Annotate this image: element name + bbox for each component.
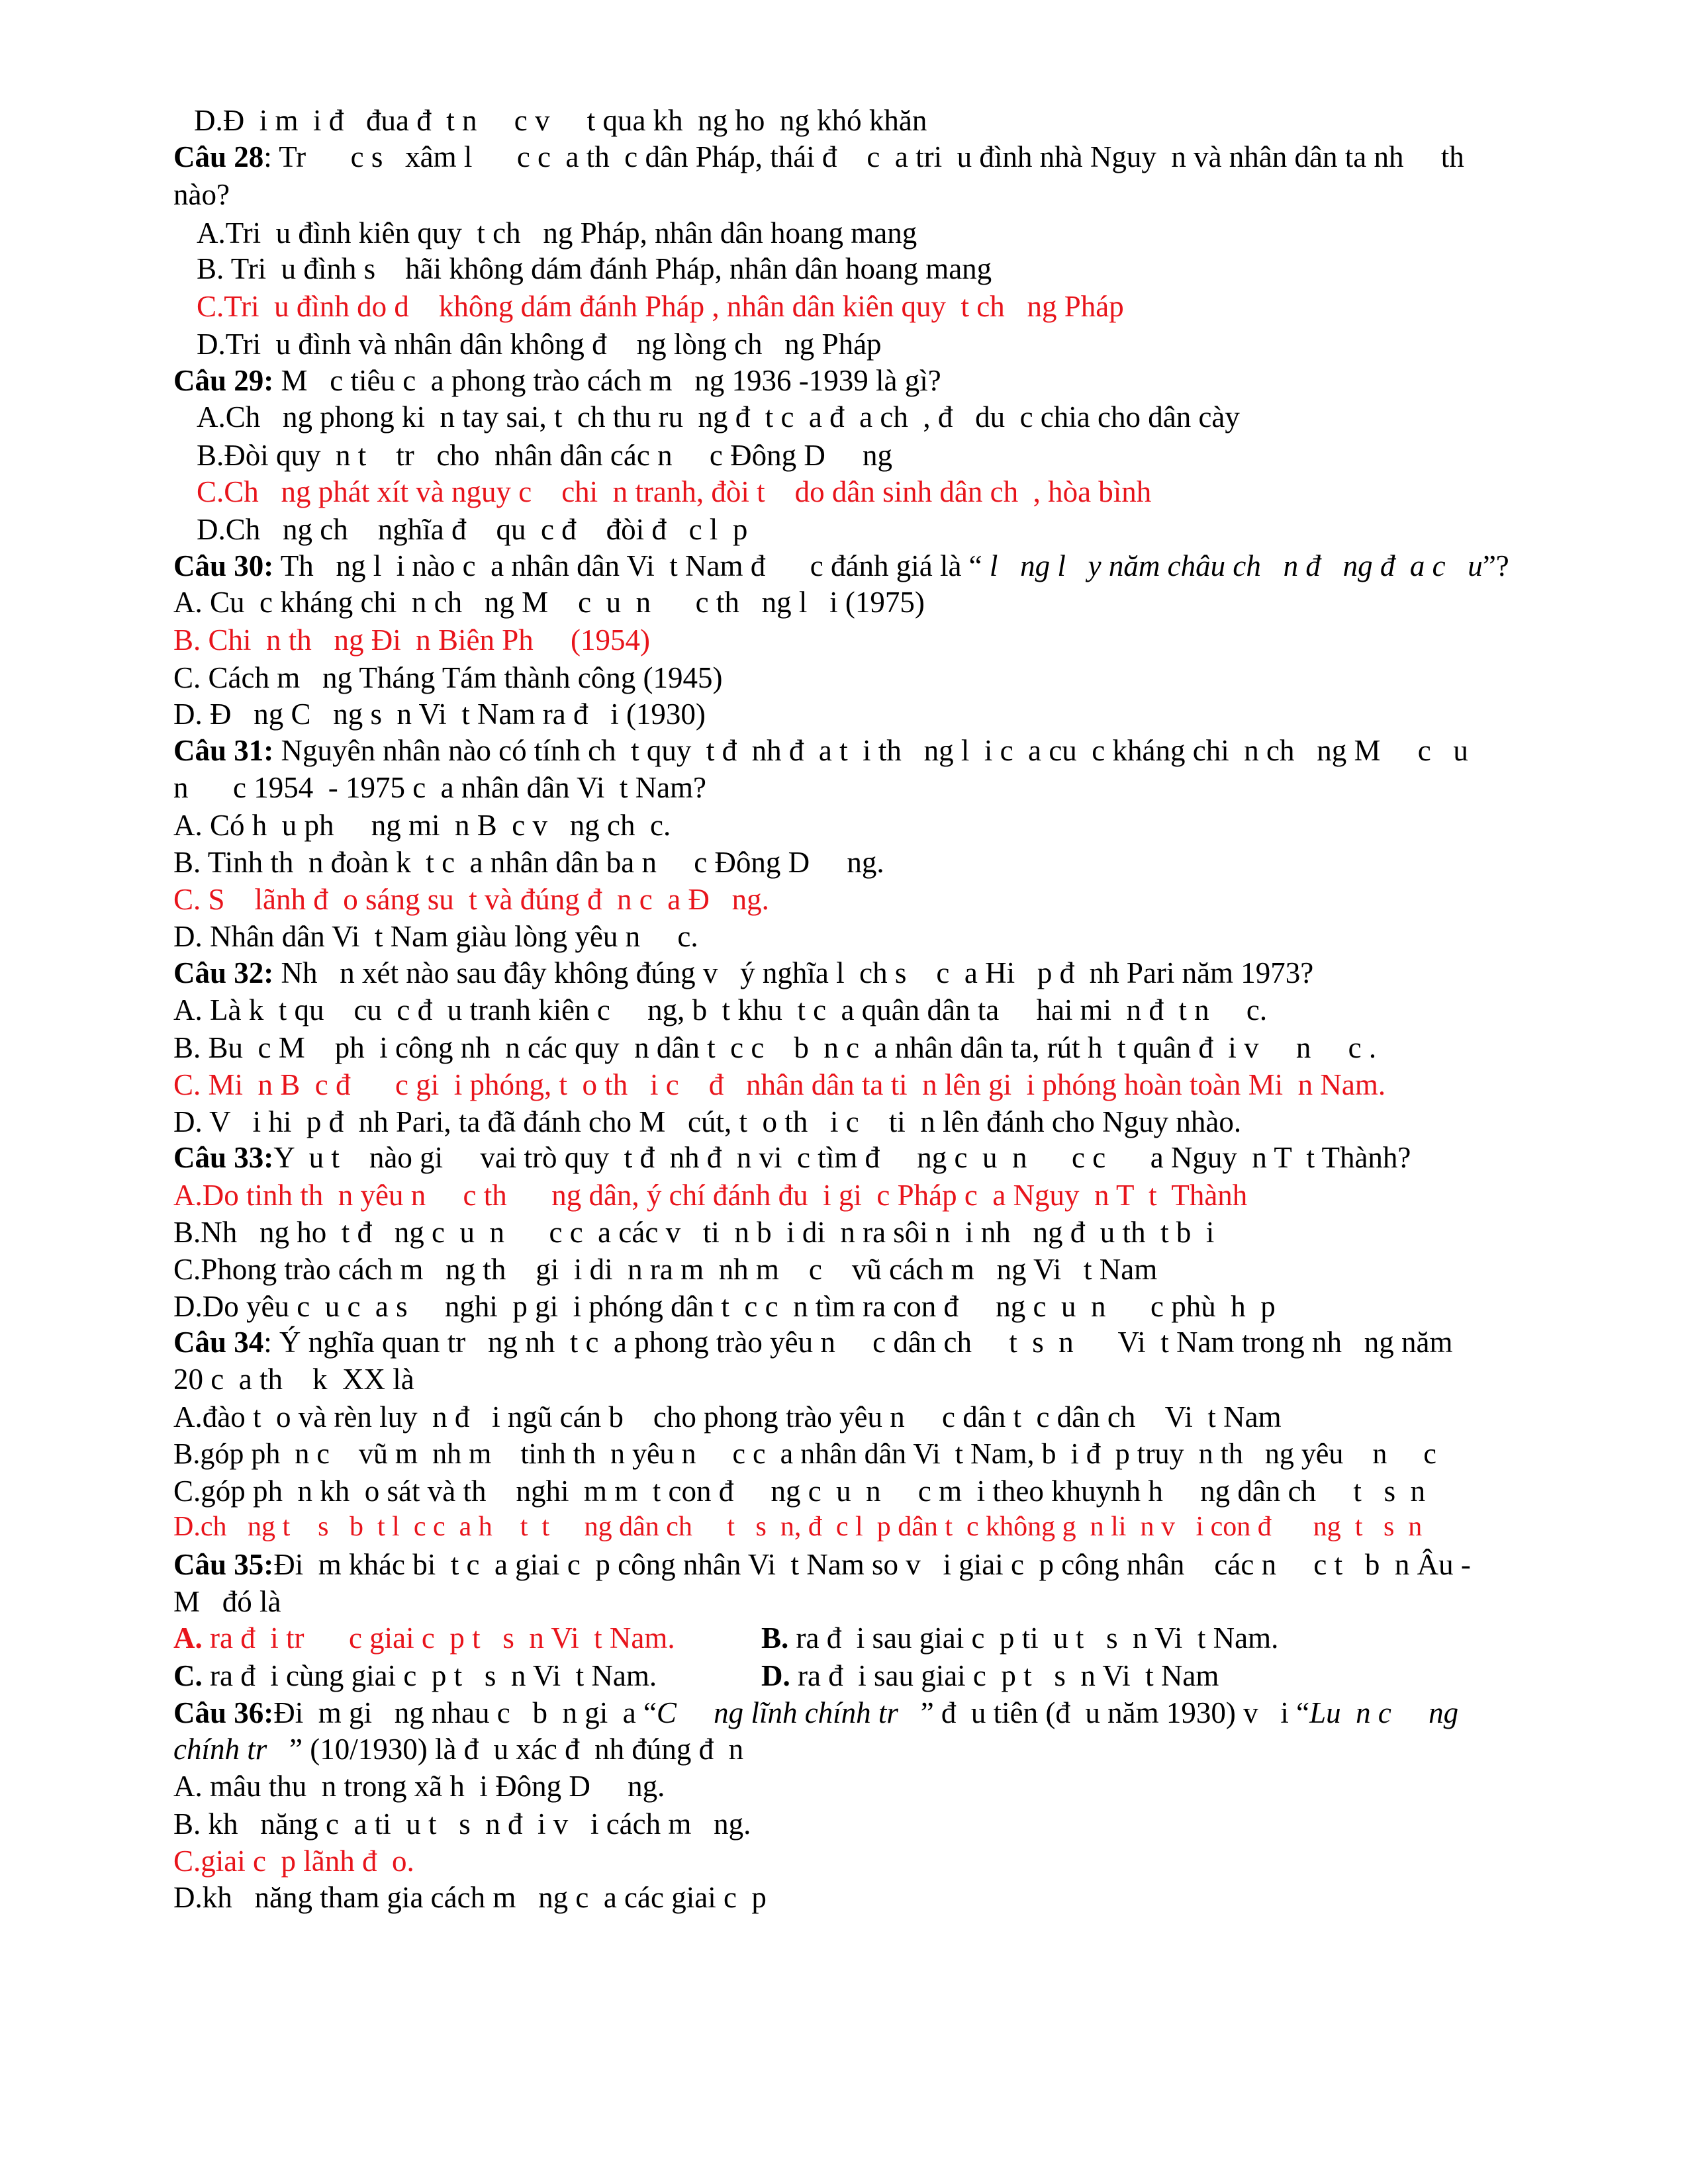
option-d xyxy=(761,1661,1219,1691)
question-label: Câu 28 xyxy=(173,140,264,173)
question-35-cont: M đó là xyxy=(173,1585,281,1618)
question-label: Câu 32: xyxy=(173,956,274,989)
option-text: ra đ i sau giai c p ti u t s n Vi t Nam. xyxy=(788,1621,1279,1655)
option-b: B. Tinh th n đoàn k t c a nhân dân ba n c Đông D ng. xyxy=(173,846,884,879)
option-text: ra đ i cùng giai c p t s n Vi t Nam. xyxy=(202,1659,657,1692)
option-a: A.Tri u đình kiên quy t ch ng Pháp, nhân dân hoang mang xyxy=(197,216,917,250)
document-title: chính tr xyxy=(173,1733,289,1766)
option-a: A. Cu c kháng chi n ch ng M c u n c th ng l i (1975) xyxy=(173,586,925,619)
option-c-correct: C.Ch ng phát xít và nguy c chi n tranh, đòi t do dân sinh dân ch , hòa bình xyxy=(197,475,1152,508)
option-text: ra đ i sau giai c p t s n Vi t Nam xyxy=(790,1659,1219,1692)
question-label: Câu 31: xyxy=(173,734,274,767)
question-text: Nguyên nhân nào có tính ch t quy t đ nh đ a t i th ng l i c a cu c kháng chi n ch ng M c u xyxy=(273,734,1468,767)
question-label: Câu 34 xyxy=(173,1326,264,1359)
option-b: B.Đòi quy n t tr cho nhân dân các n c Đông D ng xyxy=(197,439,893,472)
option-c-correct: C. Mi n B c đ c gi i phóng, t o th i c đ nhân dân ta ti n lên gi i phóng hoàn toàn Mi n Nam. xyxy=(173,1068,1386,1101)
option-a: A. Có h u ph ng mi n B c v ng ch c. xyxy=(173,809,671,842)
question-label: Câu 35: xyxy=(173,1548,274,1581)
question-label: Câu 33: xyxy=(173,1141,274,1174)
question-text: Nh n xét nào sau đây không đúng v ý nghĩa l ch s c a Hi p đ nh Pari năm 1973? xyxy=(273,956,1314,989)
option-b: B. Bu c M ph i công nh n các quy n dân t c c b n c a nhân dân ta, rút h t quân đ i v n c . xyxy=(173,1031,1377,1064)
option-c: C. Cách m ng Tháng Tám thành công (1945) xyxy=(173,661,723,694)
question-label: Câu 36: xyxy=(173,1696,274,1729)
question-text: : Ý nghĩa quan tr ng nh t c a phong trào yêu n c dân ch t s n Vi t Nam trong nh ng năm xyxy=(263,1326,1453,1359)
document-title: C ng lĩnh chính tr xyxy=(656,1696,921,1729)
option-label: B. xyxy=(761,1621,789,1655)
option-d-q27: D.Đ i m i đ đua đ t n c v t qua kh ng ho ng khó khăn xyxy=(194,104,927,137)
question-31 xyxy=(173,736,1468,766)
option-d: D.Tri u đình và nhân dân không đ ng lòng ch ng Pháp xyxy=(197,328,882,361)
question-text: Đi m khác bi t c a giai c p công nhân Vi t Nam so v i giai c p công nhân các n c t b n Âu - xyxy=(273,1548,1471,1581)
option-d: D.kh năng tham gia cách m ng c a các giai c p xyxy=(173,1881,767,1914)
option-label: A. xyxy=(173,1621,203,1655)
option-d: D.Do yêu c u c a s nghi p gi i phóng dân t c c n tìm ra con đ ng c u n c phù h p xyxy=(173,1290,1276,1323)
option-d: D. Nhân dân Vi t Nam giàu lòng yêu n c. xyxy=(173,920,698,953)
question-text: M c tiêu c a phong trào cách m ng 1936 -1939 là gì? xyxy=(273,364,941,397)
question-label: Câu 29: xyxy=(173,364,274,397)
option-d: D. V i hi p đ nh Pari, ta đã đánh cho M cút, t o th i c ti n lên đánh cho Nguy nhào. xyxy=(173,1105,1242,1138)
question-36-cont xyxy=(173,1735,743,1764)
option-a: A. Là k t qu cu c đ u tranh kiên c ng, b t khu t c a quân dân ta hai mi n đ t n c. xyxy=(173,993,1268,1026)
question-30 xyxy=(173,551,1509,581)
option-a: A.Ch ng phong ki n tay sai, t ch thu ru ng đ t c a đ a ch , đ du c chia cho dân cày xyxy=(197,400,1240,433)
option-b: B. kh năng c a ti u t s n đ i v i cách m ng. xyxy=(173,1807,751,1841)
question-32 xyxy=(173,958,1313,988)
question-text: ” (10/1930) là đ u xác đ nh đúng đ n xyxy=(289,1733,744,1766)
question-text-end: ”? xyxy=(1482,549,1509,582)
question-35 xyxy=(173,1550,1471,1580)
question-31-cont: n c 1954 - 1975 c a nhân dân Vi t Nam? xyxy=(173,771,707,804)
option-c: C.Phong trào cách m ng th gi i di n ra m nh m c vũ cách m ng Vi t Nam xyxy=(173,1253,1158,1286)
option-a-correct: A.Do tinh th n yêu n c th ng dân, ý chí đánh đu i gi c Pháp c a Nguy n T t Thành xyxy=(173,1179,1248,1212)
question-text: Th ng l i nào c a nhân dân Vi t Nam đ c đánh giá là “ xyxy=(273,549,990,582)
option-b: B.góp ph n c vũ m nh m tinh th n yêu n c c a nhân dân Vi t Nam, b i đ p truy n th ng yêu n c xyxy=(173,1437,1436,1470)
option-c xyxy=(173,1661,657,1691)
option-c-correct: C.giai c p lãnh đ o. xyxy=(173,1844,414,1878)
option-a-correct xyxy=(173,1623,675,1653)
option-c-correct: C.Tri u đình do d không dám đánh Pháp , nhân dân kiên quy t ch ng Pháp xyxy=(197,290,1124,323)
document-title: Lu n c ng xyxy=(1309,1696,1459,1729)
option-b: B. Tri u đình s hãi không dám đánh Pháp, nhân dân hoang mang xyxy=(197,252,992,285)
question-text: Đi m gi ng nhau c b n gi a “ xyxy=(273,1696,657,1729)
option-d-correct: D.ch ng t s b t l c c a h t t ng dân ch t s n, đ c l p dân t c không g n li n v i con đ ng t s n xyxy=(173,1512,1423,1542)
option-b: B.Nh ng ho t đ ng c u n c c a các v ti n b i di n ra sôi n i nh ng đ u th t b i xyxy=(173,1216,1215,1249)
question-36 xyxy=(173,1698,1458,1728)
question-34-cont: 20 c a th k XX là xyxy=(173,1363,414,1396)
question-text: ” đ u tiên (đ u năm 1930) v i “ xyxy=(920,1696,1310,1729)
option-c-correct: C. S lãnh đ o sáng su t và đúng đ n c a Đ ng. xyxy=(173,883,769,916)
quoted-phrase: l ng l y năm châu ch n đ ng đ a c u xyxy=(989,549,1483,582)
question-text: Y u t nào gi vai trò quy t đ nh đ n vi c tìm đ ng c u n c c a Nguy n T t Thành? xyxy=(273,1141,1411,1174)
option-a: A.đào t o và rèn luy n đ i ngũ cán b cho phong trào yêu n c dân t c dân ch Vi t Nam xyxy=(173,1400,1282,1433)
option-c: C.góp ph n kh o sát và th nghi m m t con đ ng c u n c m i theo khuynh h ng dân ch t s n xyxy=(173,1475,1426,1508)
question-29 xyxy=(173,366,941,396)
question-text: : Tr c s xâm l c c a th c dân Pháp, thái đ c a tri u đình nhà Nguy n và nhân dân ta nh th xyxy=(263,140,1464,173)
option-text: ra đ i tr c giai c p t s n Vi t Nam. xyxy=(202,1621,675,1655)
option-label: D. xyxy=(761,1659,790,1692)
option-label: C. xyxy=(173,1659,203,1692)
option-b xyxy=(761,1623,1278,1653)
option-a: A. mâu thu n trong xã h i Đông D ng. xyxy=(173,1770,665,1803)
question-28 xyxy=(173,142,1464,172)
question-34 xyxy=(173,1328,1452,1357)
option-d: D. Đ ng C ng s n Vi t Nam ra đ i (1930) xyxy=(173,698,706,731)
question-28-cont: nào? xyxy=(173,178,230,211)
question-label: Câu 30: xyxy=(173,549,274,582)
option-b-correct: B. Chi n th ng Đi n Biên Ph (1954) xyxy=(173,623,651,657)
option-d: D.Ch ng ch nghĩa đ qu c đ đòi đ c l p xyxy=(197,513,748,546)
question-33 xyxy=(173,1143,1411,1173)
